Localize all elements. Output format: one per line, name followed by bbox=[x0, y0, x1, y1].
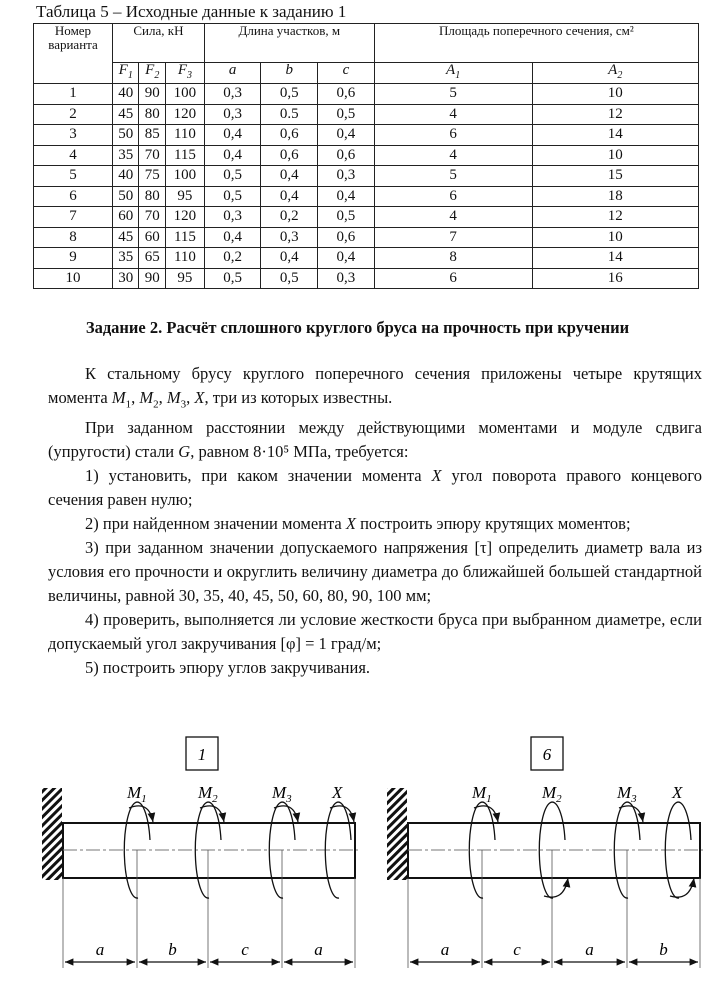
table-cell: 0,3 bbox=[318, 268, 375, 289]
table-row bbox=[34, 186, 699, 207]
moment-label: $M_1$ bbox=[127, 783, 147, 805]
table-cell: 16 bbox=[532, 268, 698, 289]
moment-arrow-icon bbox=[200, 806, 224, 822]
table-row bbox=[34, 207, 699, 228]
table-cell: 80 bbox=[139, 186, 165, 207]
table-cell: 0,4 bbox=[204, 125, 261, 146]
moment-label: X bbox=[332, 783, 343, 802]
table-cell: 14 bbox=[532, 248, 698, 269]
table-cell: 0,4 bbox=[204, 227, 261, 248]
table-cell: 30 bbox=[113, 268, 139, 289]
table-cell: 0,5 bbox=[261, 268, 318, 289]
table-cell: 70 bbox=[139, 207, 165, 228]
table-cell: 115 bbox=[165, 145, 204, 166]
dimension-label: a bbox=[585, 940, 594, 959]
header-length: Длина участков, м bbox=[204, 24, 374, 63]
table-cell: 50 bbox=[113, 186, 139, 207]
task-paragraph: 1) установить, при каком значении момента X угол поворота правого концевого сечения равен нулю; bbox=[48, 466, 702, 510]
table-cell: 0,2 bbox=[204, 248, 261, 269]
table-cell: 0,4 bbox=[318, 248, 375, 269]
shaft-diagram-1 bbox=[42, 737, 358, 968]
table-cell: 50 bbox=[113, 125, 139, 146]
table-cell: 0.5 bbox=[261, 104, 318, 125]
subheader-A1: $A_1$ bbox=[374, 63, 532, 84]
variant-number: 1 bbox=[197, 745, 207, 764]
task-paragraph: 2) при найденном значении момента X построить эпюру крутящих моментов; bbox=[85, 514, 631, 534]
table-cell: 8 bbox=[34, 227, 113, 248]
table-cell: 5 bbox=[374, 84, 532, 105]
table-cell: 10 bbox=[532, 227, 698, 248]
table-cell: 8 bbox=[374, 248, 532, 269]
table-cell: 115 bbox=[165, 227, 204, 248]
dimension-label: a bbox=[440, 940, 450, 959]
table-cell: 12 bbox=[532, 104, 698, 125]
moment-arrow-icon bbox=[274, 806, 298, 822]
table-cell: 18 bbox=[532, 186, 698, 207]
header-force: Сила, кН bbox=[113, 24, 205, 63]
table-cell: 0,2 bbox=[261, 207, 318, 228]
header-variant: Номер варианта bbox=[34, 24, 113, 84]
table-cell: 40 bbox=[113, 84, 139, 105]
dimension-label: c bbox=[241, 940, 249, 959]
table-cell: 2 bbox=[34, 104, 113, 125]
table-cell: 0,4 bbox=[318, 125, 375, 146]
task-text bbox=[48, 362, 702, 680]
table-cell: 120 bbox=[165, 104, 204, 125]
table-cell: 6 bbox=[34, 186, 113, 207]
table-row bbox=[34, 125, 699, 146]
table-cell: 45 bbox=[113, 227, 139, 248]
moment-arrow-icon bbox=[129, 806, 153, 822]
table-cell: 4 bbox=[374, 207, 532, 228]
table-cell: 0,4 bbox=[318, 186, 375, 207]
table-cell: 40 bbox=[113, 166, 139, 187]
dimension-label: b bbox=[168, 940, 177, 959]
table-cell: 0,5 bbox=[261, 84, 318, 105]
table-cell: 90 bbox=[139, 84, 165, 105]
table-cell: 60 bbox=[139, 227, 165, 248]
fixed-wall bbox=[42, 788, 62, 880]
subheader-F1: $F_1$ bbox=[113, 63, 139, 84]
moment-label: $M_2$ bbox=[542, 783, 562, 805]
subheader-b: b bbox=[261, 63, 318, 84]
task-paragraph: К стальному брусу круглого поперечного сечения приложены четыре крутящих момента $M_1$, $M_2$, $M_3$, X, три из которых известны. bbox=[48, 364, 702, 411]
table-cell: 95 bbox=[165, 268, 204, 289]
table-cell: 4 bbox=[374, 104, 532, 125]
dimension-label: b bbox=[659, 940, 668, 959]
table-cell: 7 bbox=[34, 207, 113, 228]
table-cell: 0,5 bbox=[204, 186, 261, 207]
table-cell: 0,5 bbox=[318, 104, 375, 125]
table-row bbox=[34, 227, 699, 248]
table-cell: 0,3 bbox=[261, 227, 318, 248]
table-cell: 6 bbox=[374, 125, 532, 146]
moment-label: $M_2$ bbox=[198, 783, 218, 805]
table-cell: 7 bbox=[374, 227, 532, 248]
table-cell: 35 bbox=[113, 145, 139, 166]
table-cell: 14 bbox=[532, 125, 698, 146]
table-cell: 4 bbox=[34, 145, 113, 166]
table-cell: 75 bbox=[139, 166, 165, 187]
data-table bbox=[33, 23, 699, 289]
table-cell: 0,3 bbox=[204, 104, 261, 125]
table-cell: 0,4 bbox=[204, 145, 261, 166]
moment-label: $M_3$ bbox=[272, 783, 292, 805]
task-paragraph: 5) построить эпюру углов закручивания. bbox=[85, 658, 371, 678]
dimension-label: a bbox=[314, 940, 323, 959]
task-title: Задание 2. Расчёт сплошного круглого бруса на прочность при кручении bbox=[85, 318, 630, 337]
table-cell: 0,3 bbox=[204, 84, 261, 105]
table-cell: 100 bbox=[165, 166, 204, 187]
table-cell: 65 bbox=[139, 248, 165, 269]
table-cell: 0,5 bbox=[204, 268, 261, 289]
table-cell: 5 bbox=[374, 166, 532, 187]
subheader-A2: $A_2$ bbox=[532, 63, 698, 84]
table-cell: 10 bbox=[532, 84, 698, 105]
table-cell: 0,6 bbox=[318, 84, 375, 105]
table-cell: 35 bbox=[113, 248, 139, 269]
table-cell: 70 bbox=[139, 145, 165, 166]
shaft-diagrams bbox=[0, 730, 715, 1000]
moment-arrow-icon bbox=[619, 806, 643, 822]
dimension-label: c bbox=[513, 940, 521, 959]
moment-arrow-icon bbox=[330, 806, 354, 822]
variant-number: 6 bbox=[542, 745, 552, 764]
header-area: Площадь поперечного сечения, см² bbox=[374, 24, 698, 63]
table-cell: 0,4 bbox=[261, 166, 318, 187]
table-cell: 6 bbox=[374, 186, 532, 207]
moment-label: X bbox=[672, 783, 683, 802]
table-cell: 0,6 bbox=[261, 125, 318, 146]
table-row bbox=[34, 248, 699, 269]
table-row bbox=[34, 145, 699, 166]
task-paragraph: 3) при заданном значении допускаемого напряжения [τ] определить диаметр вала из условия его прочности и округлить величину диаметра до ближайшей большей стандартной величины, равной 30, 35, 40, 45, 50, 60, 80, 90, 100 мм; bbox=[48, 538, 702, 606]
table-cell: 0,6 bbox=[261, 145, 318, 166]
table-cell: 80 bbox=[139, 104, 165, 125]
table-cell: 0,4 bbox=[261, 248, 318, 269]
table-cell: 100 bbox=[165, 84, 204, 105]
table-cell: 110 bbox=[165, 125, 204, 146]
table-cell: 0,6 bbox=[318, 227, 375, 248]
table-cell: 90 bbox=[139, 268, 165, 289]
table-row bbox=[34, 84, 699, 105]
table-cell: 0,5 bbox=[318, 207, 375, 228]
table-cell: 10 bbox=[34, 268, 113, 289]
table-cell: 0,3 bbox=[204, 207, 261, 228]
table-cell: 3 bbox=[34, 125, 113, 146]
task-paragraph: При заданном расстоянии между действующими моментами и модуле сдвига (упругости) стали G, равном 8·10⁵ МПа, требуется: bbox=[48, 418, 702, 462]
table-cell: 110 bbox=[165, 248, 204, 269]
table-cell: 5 bbox=[34, 166, 113, 187]
subheader-a: a bbox=[204, 63, 261, 84]
moment-label: $M_1$ bbox=[472, 783, 492, 805]
subheader-F2: $F_2$ bbox=[139, 63, 165, 84]
table-cell: 45 bbox=[113, 104, 139, 125]
dimension-label: a bbox=[95, 940, 105, 959]
table-cell: 6 bbox=[374, 268, 532, 289]
moment-label: $M_3$ bbox=[617, 783, 637, 805]
table-row bbox=[34, 268, 699, 289]
table-cell: 15 bbox=[532, 166, 698, 187]
table-cell: 9 bbox=[34, 248, 113, 269]
fixed-wall bbox=[387, 788, 407, 880]
subheader-c: c bbox=[318, 63, 375, 84]
table-cell: 0,6 bbox=[318, 145, 375, 166]
task-paragraph: 4) проверить, выполняется ли условие жесткости бруса при выбранном диаметре, если допускаемый угол закручивания [φ] = 1 град/м; bbox=[48, 610, 702, 654]
table-row bbox=[34, 104, 699, 125]
table-caption: Таблица 5 – Исходные данные к заданию 1 bbox=[36, 2, 347, 21]
shaft-diagram-6 bbox=[387, 737, 703, 968]
table-cell: 0,5 bbox=[204, 166, 261, 187]
table-cell: 120 bbox=[165, 207, 204, 228]
table-row bbox=[34, 166, 699, 187]
table-cell: 4 bbox=[374, 145, 532, 166]
table-cell: 60 bbox=[113, 207, 139, 228]
table-cell: 12 bbox=[532, 207, 698, 228]
table-cell: 1 bbox=[34, 84, 113, 105]
moment-arrow-icon bbox=[474, 806, 498, 822]
table-cell: 95 bbox=[165, 186, 204, 207]
subheader-F3: $F_3$ bbox=[165, 63, 204, 84]
table-cell: 0,4 bbox=[261, 186, 318, 207]
table-cell: 10 bbox=[532, 145, 698, 166]
table-cell: 85 bbox=[139, 125, 165, 146]
table-cell: 0,3 bbox=[318, 166, 375, 187]
